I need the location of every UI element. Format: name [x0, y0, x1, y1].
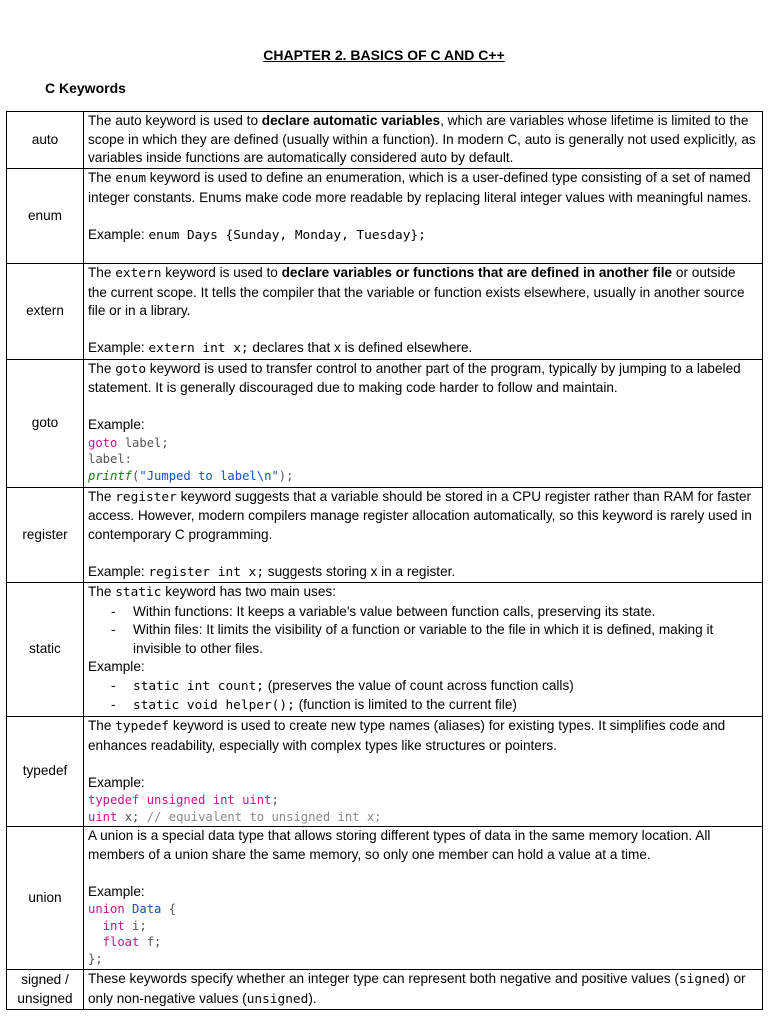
- bold-phrase: declare automatic variables: [261, 113, 441, 128]
- keyword-name: auto: [7, 112, 84, 169]
- inline-code: static: [115, 585, 162, 600]
- keyword-name: signed / unsigned: [7, 970, 84, 1010]
- keyword-name: union: [7, 827, 84, 970]
- bold-phrase: declare variables or functions that are defined in another file: [281, 265, 673, 280]
- inline-code: enum Days {Sunday, Monday, Tuesday};: [148, 227, 426, 243]
- inline-code: register: [115, 489, 177, 505]
- example-label: Example:: [88, 659, 145, 674]
- keyword-name: extern: [7, 264, 84, 360]
- table-row-enum: [7, 169, 763, 264]
- code-block: union Data { int i; float f; };: [88, 902, 177, 966]
- example-label: Example:: [88, 774, 145, 790]
- example-list: [88, 677, 758, 716]
- table-row-union: [7, 827, 763, 970]
- table-row-extern: [7, 264, 763, 360]
- keyword-name: static: [7, 583, 84, 717]
- table-row-auto: [7, 112, 763, 169]
- keyword-name: enum: [7, 169, 84, 264]
- list-item: - Within files: It limits the visibility of a function or variable to the file in which it is defined, making it invisible to other files.: [133, 621, 758, 658]
- inline-code: typedef: [115, 719, 170, 734]
- keyword-description: These keywords specify whether an integer type can represent both negative and positive values (signed) or only non-negative values (unsigned).: [84, 970, 763, 1010]
- table-row-typedef: [7, 717, 763, 827]
- keyword-description: The register keyword suggests that a variable should be stored in a CPU register rather than RAM for faster access. However, modern compilers manage register allocation automatically, so this keyword is rarely used in contemporary C programming. Example: register int x; suggests storing x in a register.: [84, 487, 763, 583]
- example-line: Example: register int x; suggests storing x in a register.: [88, 563, 456, 580]
- inline-code: enum: [115, 171, 147, 186]
- keyword-description: The static keyword has two main uses: - Within functions: It keeps a variable's value between function calls, preserving its state. - Within files: It limits the visibility of a function or variable to the file in which it is defined, making it invisible to other files. Example: - static int count; (preserves the value of count across function calls) - static void helper(); (function is limited to the current file): [84, 583, 763, 717]
- section-heading: C Keywords: [45, 80, 126, 96]
- keywords-table: [6, 111, 763, 1010]
- keyword-description: A union is a special data type that allows storing different types of data in the same memory location. All members of a union share the same memory, so only one member can hold a value at a time. Example: union Data { int i; float f; };: [84, 827, 763, 970]
- keyword-description: The typedef keyword is used to create new type names (aliases) for existing types. It simplifies code and enhances readability, especially with complex types like structures or pointers. Example: typedef unsigned int uint; uint x; // equivalent to unsigned int x;: [84, 717, 763, 827]
- keyword-name: goto: [7, 359, 84, 487]
- inline-code: signed: [678, 972, 726, 987]
- keyword-description: The goto keyword is used to transfer control to another part of the program, typically by jumping to a labeled statement. It is generally discouraged due to making code harder to follow and maintain. Example: goto label; label: printf("Jumped to label\n");: [84, 359, 763, 487]
- table-row-register: [7, 487, 763, 583]
- table-row-signed-unsigned: [7, 970, 763, 1010]
- code-block: goto label; label: printf("Jumped to label\n");: [88, 435, 294, 483]
- inline-code: extern: [115, 266, 162, 281]
- list-item: - static int count; (preserves the value of count across function calls): [133, 677, 758, 697]
- example-label: Example:: [88, 883, 145, 899]
- uses-list: [88, 603, 758, 659]
- page-title: CHAPTER 2. BASICS OF C AND C++: [263, 47, 505, 63]
- code-block: typedef unsigned int uint; uint x; // equivalent to unsigned int x;: [88, 793, 382, 824]
- keyword-description: The extern keyword is used to declare variables or functions that are defined in another file or outside the current scope. It tells the compiler that the variable or function exists elsewhere, usually in another source file or in a library. Example: extern int x; declares that x is defined elsewhere.: [84, 264, 763, 360]
- keyword-description: The auto keyword is used to declare automatic variables, which are variables whose lifetime is limited to the scope in which they are defined (usually within a function). In modern C, auto is generally not used explicitly, as variables inside functions are automatically considered auto by default.: [84, 112, 763, 169]
- table-row-goto: [7, 359, 763, 487]
- keyword-name: typedef: [7, 717, 84, 827]
- inline-code: register int x;: [148, 564, 265, 580]
- table-row-static: [7, 583, 763, 717]
- example-label: Example:: [88, 417, 145, 432]
- example-line: Example: extern int x; declares that x is defined elsewhere.: [88, 340, 473, 356]
- list-item: - Within functions: It keeps a variable's value between function calls, preserving its state.: [133, 603, 758, 622]
- example-line: Example: enum Days {Sunday, Monday, Tuesday};: [88, 226, 426, 243]
- keyword-name: register: [7, 487, 84, 583]
- keyword-description: The enum keyword is used to define an enumeration, which is a user-defined type consisting of a set of named integer constants. Enums make code more readable by replacing literal integer values with meaningful names. Example: enum Days {Sunday, Monday, Tuesday};: [84, 169, 763, 264]
- inline-code: goto: [115, 361, 147, 377]
- inline-code: unsigned: [246, 991, 309, 1007]
- inline-code: extern int x;: [148, 341, 249, 356]
- list-item: - static void helper(); (function is limited to the current file): [133, 696, 758, 716]
